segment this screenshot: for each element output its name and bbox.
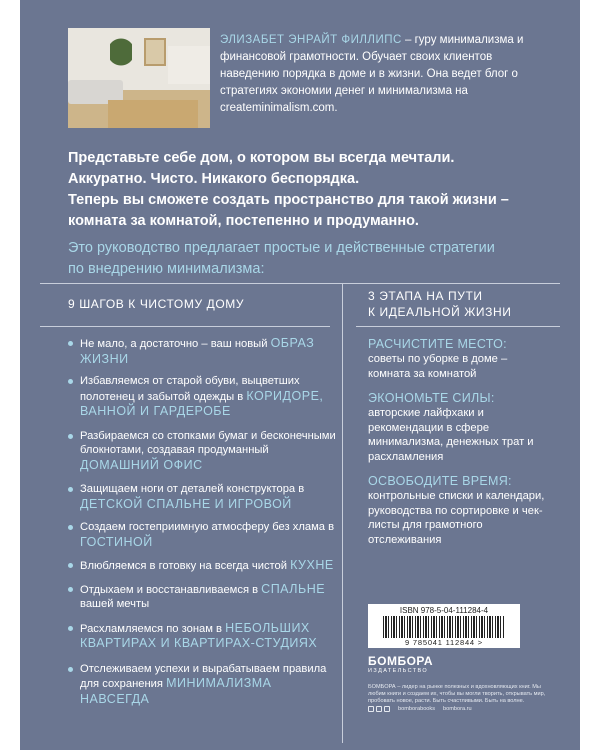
step-text: Расхламляемся по зонам в xyxy=(80,622,226,635)
divider-vertical xyxy=(342,283,343,743)
lead-line-1: Это руководство предлагает простые и действенные стратегии xyxy=(68,240,495,256)
steps-list xyxy=(68,336,336,707)
right-heading-line-2: К ИДЕАЛЬНОЙ ЖИЗНИ xyxy=(368,305,512,319)
step-highlight: СПАЛЬНЕ xyxy=(261,581,326,596)
step-item xyxy=(68,429,336,474)
author-bio-rest: минимализма и финансовой грамотности. Обучает своих клиентов наведению порядка в доме и в жизни. Она ведет блог о стратегиях экономии денег и минимализма на createminimalism.com. xyxy=(220,34,524,114)
social-icon xyxy=(384,706,390,712)
publisher-social xyxy=(368,706,558,712)
intro-line-1: Представьте себе дом, о котором вы всегда мечтали. xyxy=(68,150,455,166)
step-item xyxy=(68,520,336,550)
step-item xyxy=(68,662,336,708)
divider-right-heading xyxy=(356,326,560,327)
isbn-label: ISBN 978-5-04-111284-4 xyxy=(399,606,489,615)
step-item xyxy=(68,621,336,652)
author-bio-first: – гуру xyxy=(401,34,437,46)
stage-title: РАСЧИСТИТЕ МЕСТО: xyxy=(368,337,507,351)
publisher-handle: bomborabooks xyxy=(398,706,436,712)
step-text: Отдыхаем и восстанавливаемся в xyxy=(80,583,262,596)
lead-text xyxy=(68,238,538,280)
intro-line-2: Аккуратно. Чисто. Никакого беспорядка. xyxy=(68,171,360,187)
photo-frame xyxy=(144,38,166,66)
step-highlight: МИНИМАЛИЗМА НАВСЕГДА xyxy=(80,676,272,706)
step-highlight: ОБРАЗ ЖИЗНИ xyxy=(80,336,315,366)
divider-top xyxy=(40,283,560,284)
barcode-digits: 9 785041 112844 > xyxy=(405,638,483,647)
interior-photo xyxy=(68,28,210,128)
step-item xyxy=(68,558,336,574)
step-item xyxy=(68,374,336,420)
step-text: Не мало, а достаточно – ваш новый xyxy=(80,338,271,350)
step-highlight: КУХНЕ xyxy=(290,558,334,572)
step-after: вашей мечты xyxy=(80,598,150,610)
step-item xyxy=(68,482,336,512)
stage-title: ЭКОНОМЬТЕ СИЛЫ: xyxy=(368,391,495,405)
lead-line-2: по внедрению минимализма: xyxy=(68,261,265,277)
publisher-sub: ИЗДАТЕЛЬСТВО xyxy=(368,668,429,674)
stage-item xyxy=(368,390,548,464)
publisher-name: БОМБОРА xyxy=(368,654,434,668)
right-heading-line-1: 3 ЭТАПА НА ПУТИ xyxy=(368,289,483,303)
publisher-description: БОМБОРА – лидер на рынке полезных и вдохновляющих книг. Мы любим книги и создаем их, чтобы вы могли творить, открывать мир, пробовать новое, расти. Быть счастливыми. Быть на волне. xyxy=(368,684,546,704)
stages-list xyxy=(368,336,548,556)
publisher-site: bombora.ru xyxy=(443,706,472,712)
publisher-logo xyxy=(368,654,438,674)
intro-text xyxy=(68,148,538,232)
step-text: Влюбляемся в готовку на всегда чистой xyxy=(80,560,291,572)
step-highlight: ДОМАШНИЙ ОФИС xyxy=(80,457,203,472)
isbn-barcode xyxy=(368,604,520,648)
stage-item xyxy=(368,473,548,547)
stage-item xyxy=(368,336,548,381)
author-bio xyxy=(220,32,550,117)
step-highlight: КОРИДОРЕ, ВАННОЙ И ГАРДЕРОБЕ xyxy=(80,388,324,418)
intro-line-4: комната за комнатой, постепенно и продуманно. xyxy=(68,213,419,229)
divider-left-heading xyxy=(40,326,330,327)
step-item xyxy=(68,582,336,612)
stage-title: ОСВОБОДИТЕ ВРЕМЯ: xyxy=(368,474,512,488)
step-item xyxy=(68,336,336,367)
step-highlight: ГОСТИНОЙ xyxy=(80,534,153,549)
stage-text: советы по уборке в доме – комната за комнатой xyxy=(368,353,508,380)
barcode-bars xyxy=(383,616,505,638)
step-text: Создаем гостеприимную атмосферу без хлама в xyxy=(80,521,335,533)
social-icon xyxy=(368,706,374,712)
photo-rug xyxy=(108,100,198,128)
right-column-heading xyxy=(368,288,558,320)
left-column-heading: 9 ШАГОВ К ЧИСТОМУ ДОМУ xyxy=(68,297,245,311)
stage-text: контрольные списки и календари, руководства по сортировке и чек-листы для грамотного отслеживания xyxy=(368,490,545,546)
step-text: Разбираемся со стопками бумаг и бесконечными блокнотами, создавая продуманный xyxy=(80,429,336,456)
book-back-cover xyxy=(20,0,580,750)
step-text: Защищаем ноги от деталей конструктора в xyxy=(80,483,305,495)
author-name: ЭЛИЗАБЕТ ЭНРАЙТ ФИЛЛИПС xyxy=(220,34,402,46)
step-highlight: ДЕТСКОЙ СПАЛЬНЕ И ИГРОВОЙ xyxy=(80,496,292,511)
social-icons xyxy=(368,706,390,712)
stage-text: авторские лайфхаки и рекомендации в сфере минимализма, денежных трат и расхламления xyxy=(368,407,534,463)
photo-shelf xyxy=(168,46,210,84)
step-text: Отслеживаем успехи и вырабатываем правила для сохранения xyxy=(80,662,327,690)
social-icon xyxy=(376,706,382,712)
step-highlight: НЕБОЛЬШИХ КВАРТИРАХ И КВАРТИРАХ-СТУДИЯХ xyxy=(80,620,318,650)
intro-line-3: Теперь вы сможете создать пространство для такой жизни – xyxy=(68,192,509,208)
step-text: Избавляемся от старой обуви, выцветших полотенец и забытой одежды в xyxy=(80,375,300,403)
photo-plant xyxy=(110,36,132,76)
